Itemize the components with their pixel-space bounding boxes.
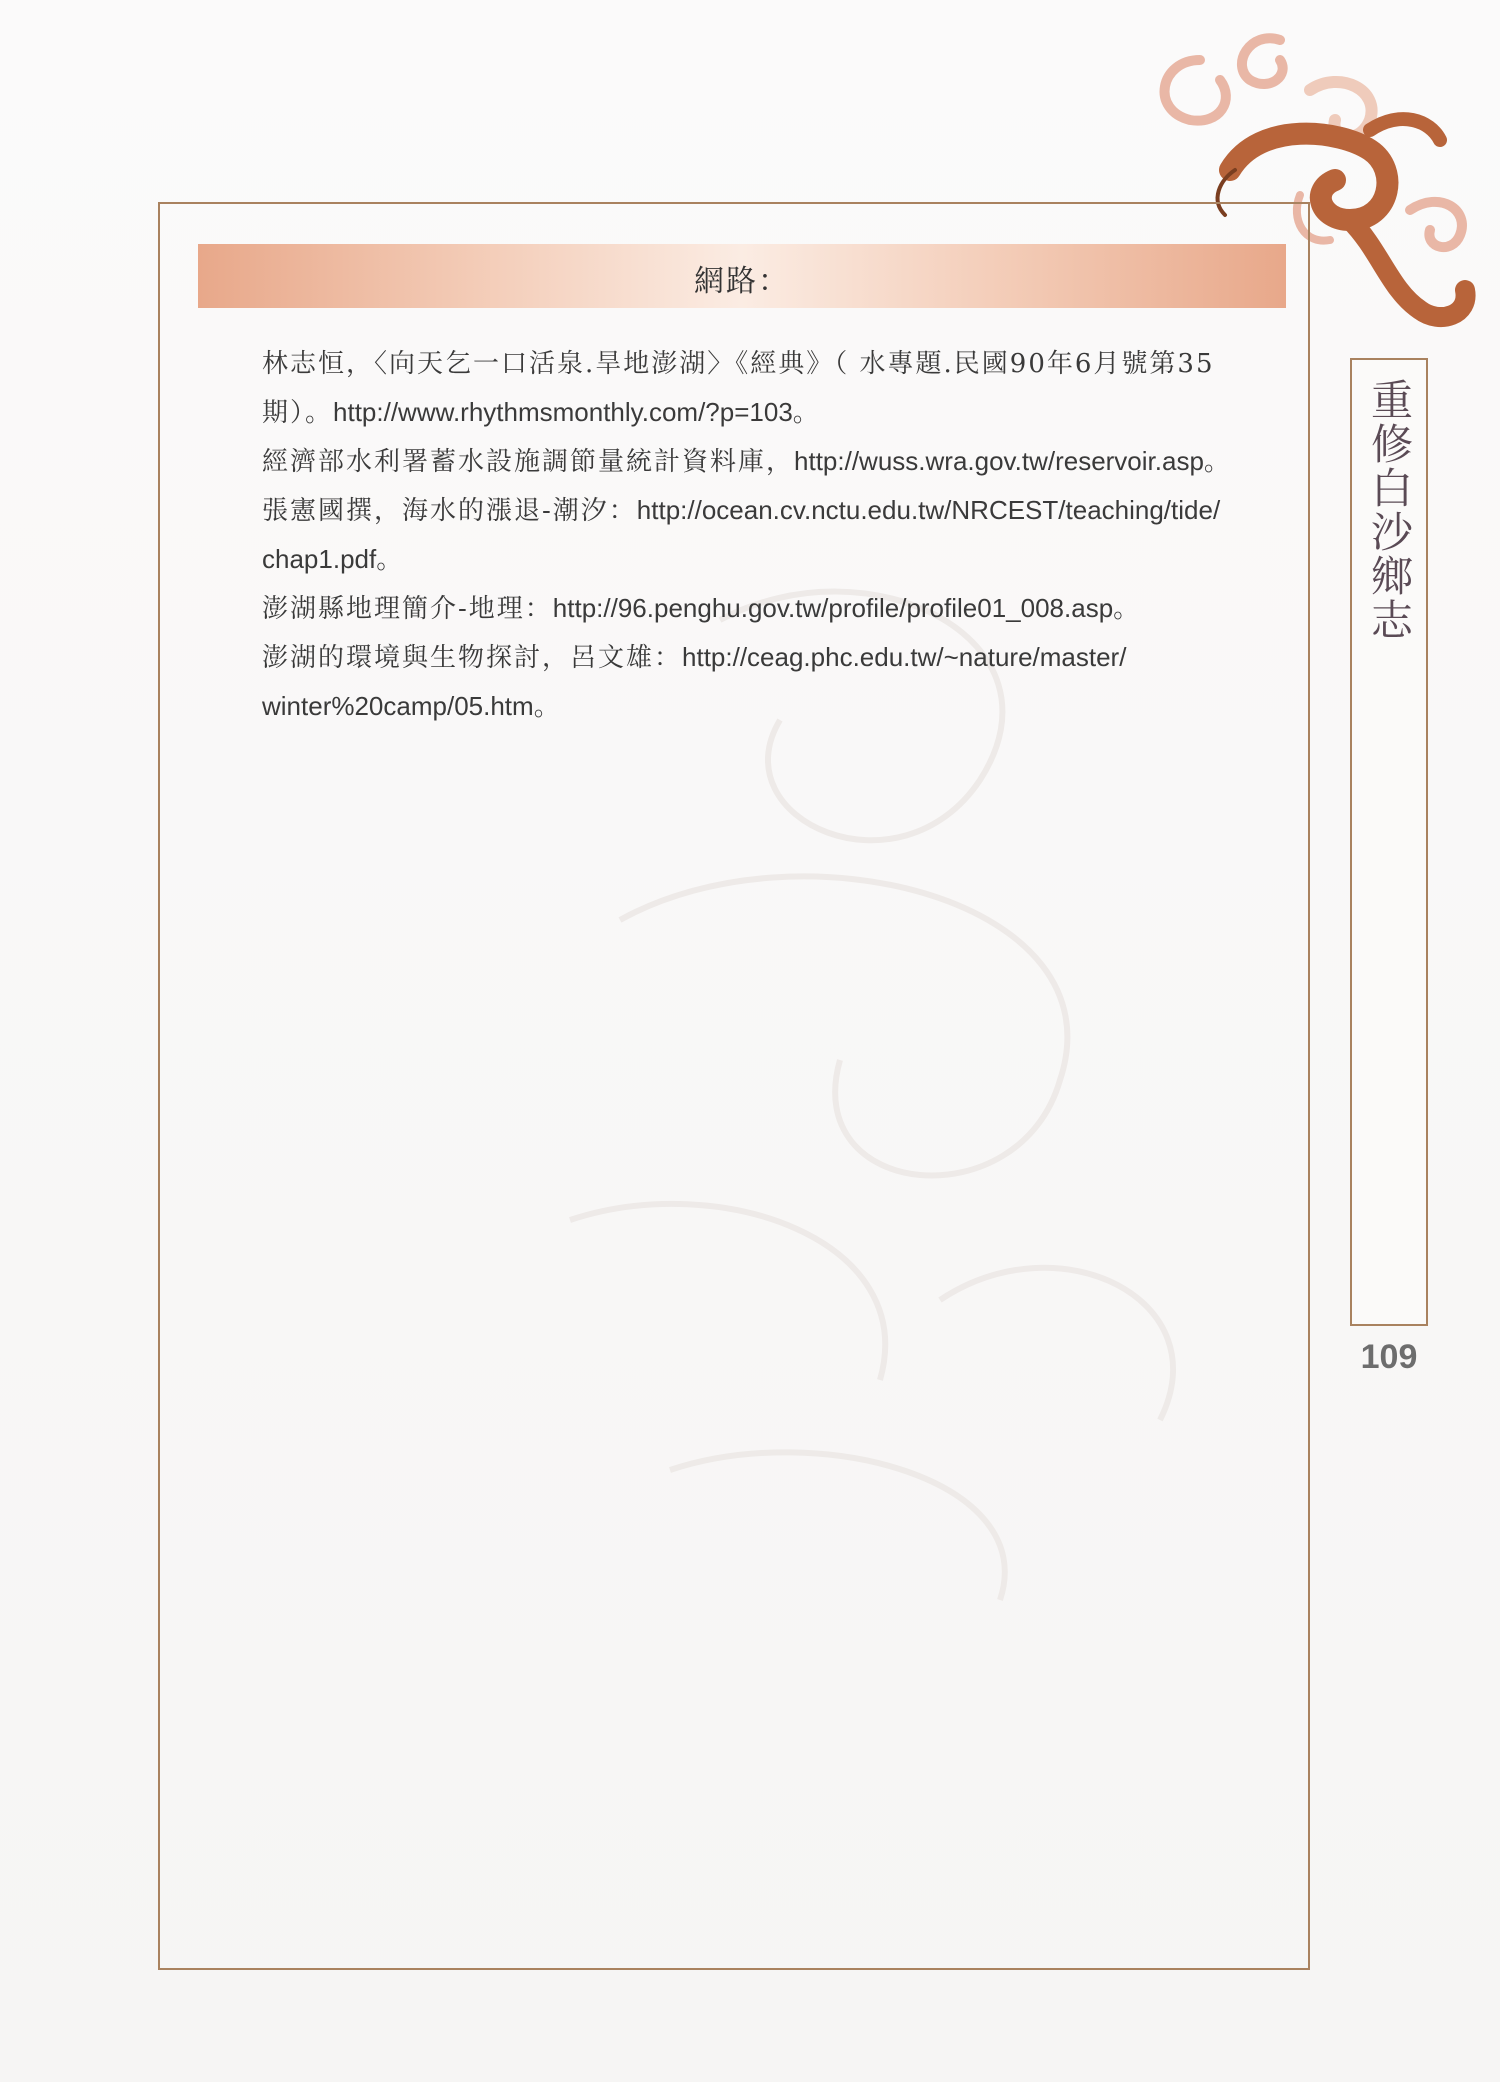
reference-url-link[interactable]: http://www.rhythmsmonthly.com/?p=103 bbox=[333, 397, 793, 427]
reference-end-mark: 。 bbox=[792, 398, 821, 428]
reference-url-link[interactable]: http://ocean.cv.nctu.edu.tw/NRCEST/teaching/tide/ bbox=[636, 495, 1221, 525]
reference-text: 期）。 bbox=[262, 398, 334, 428]
reference-end-mark: 。 bbox=[533, 692, 562, 722]
reference-url-link[interactable]: http://ceag.phc.edu.tw/~nature/master/ bbox=[682, 642, 1127, 672]
reference-url-link[interactable]: http://96.penghu.gov.tw/profile/profile01_008.asp bbox=[552, 593, 1114, 623]
reference-url-link[interactable]: chap1.pdf bbox=[262, 544, 377, 574]
reference-item bbox=[262, 340, 1252, 437]
reference-text: 澎湖縣地理簡介-地理： bbox=[262, 594, 553, 624]
section-title: 網路： bbox=[694, 264, 790, 299]
reference-url-link[interactable]: winter%20camp/05.htm bbox=[262, 691, 534, 721]
reference-text: 經濟部水利署蓄水設施調節量統計資料庫， bbox=[262, 447, 795, 477]
book-title: 重修白沙鄉志 bbox=[1365, 378, 1414, 642]
reference-text: 澎湖的環境與生物探討，呂文雄： bbox=[262, 643, 683, 673]
reference-url-link[interactable]: http://wuss.wra.gov.tw/reservoir.asp bbox=[794, 446, 1204, 476]
reference-end-mark: 。 bbox=[376, 545, 405, 575]
reference-item bbox=[262, 486, 1252, 584]
reference-text: 張憲國撰，海水的漲退-潮汐： bbox=[262, 496, 637, 526]
reference-text: 林志恒，〈向天乞一口活泉.旱地澎湖〉《經典》（ 水專題.民國90年6月號第35 bbox=[262, 349, 1215, 379]
reference-end-mark: 。 bbox=[1203, 447, 1232, 477]
reference-item bbox=[262, 584, 1252, 633]
reference-end-mark: 。 bbox=[1113, 594, 1142, 624]
section-header-bar bbox=[198, 244, 1286, 308]
reference-item bbox=[262, 437, 1252, 486]
reference-item bbox=[262, 633, 1252, 731]
page-number: 109 bbox=[1360, 1338, 1418, 1376]
reference-list bbox=[262, 340, 1252, 731]
book-title-sidebar bbox=[1350, 358, 1428, 1326]
